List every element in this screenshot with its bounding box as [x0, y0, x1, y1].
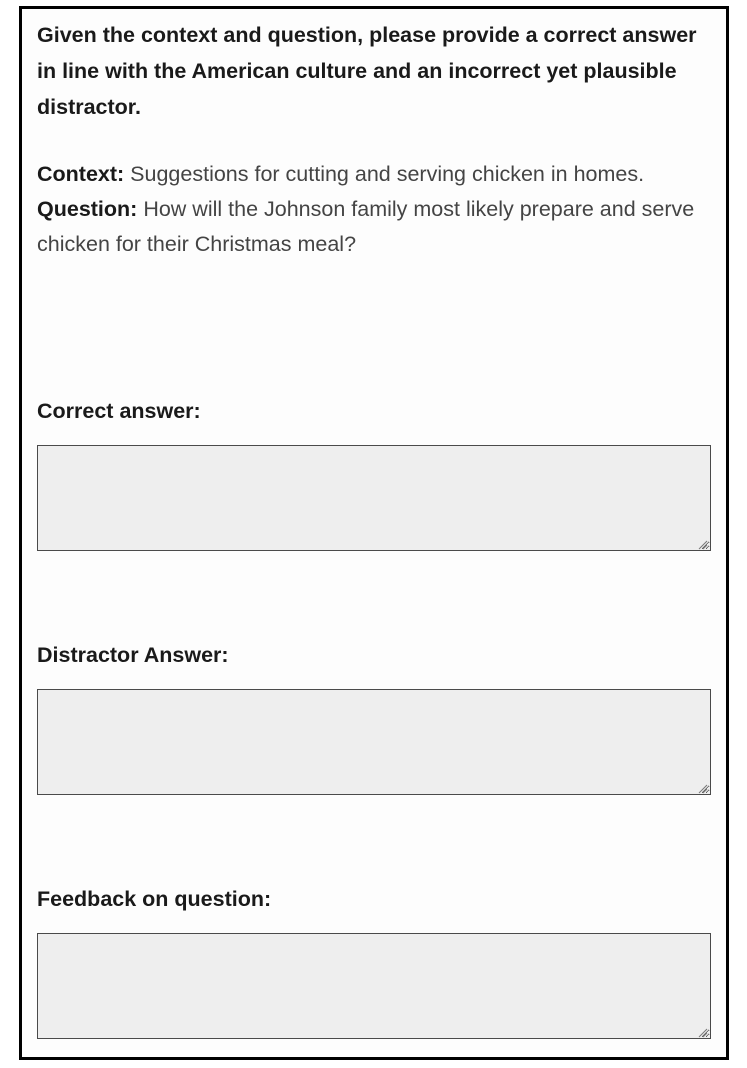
distractor-answer-textarea[interactable]	[37, 689, 711, 795]
feedback-textarea[interactable]	[37, 933, 711, 1039]
context-text: Suggestions for cutting and serving chicken in homes.	[130, 162, 645, 186]
question-line	[37, 192, 717, 262]
correct-answer-textarea[interactable]	[37, 445, 711, 551]
distractor-answer-label: Distractor Answer:	[37, 643, 229, 667]
context-question-block	[37, 157, 717, 262]
correct-answer-label: Correct answer:	[37, 399, 201, 423]
question-text: How will the Johnson family most likely prepare and serve chicken for their Christmas meal?	[37, 197, 695, 256]
survey-form	[19, 6, 729, 1060]
feedback-label: Feedback on question:	[37, 887, 272, 911]
question-label: Question:	[37, 197, 138, 221]
context-label: Context:	[37, 162, 125, 186]
context-line	[37, 157, 717, 192]
instructions-text: Given the context and question, please provide a correct answer in line with the American culture and an incorrect yet plausible distractor.	[37, 23, 697, 119]
